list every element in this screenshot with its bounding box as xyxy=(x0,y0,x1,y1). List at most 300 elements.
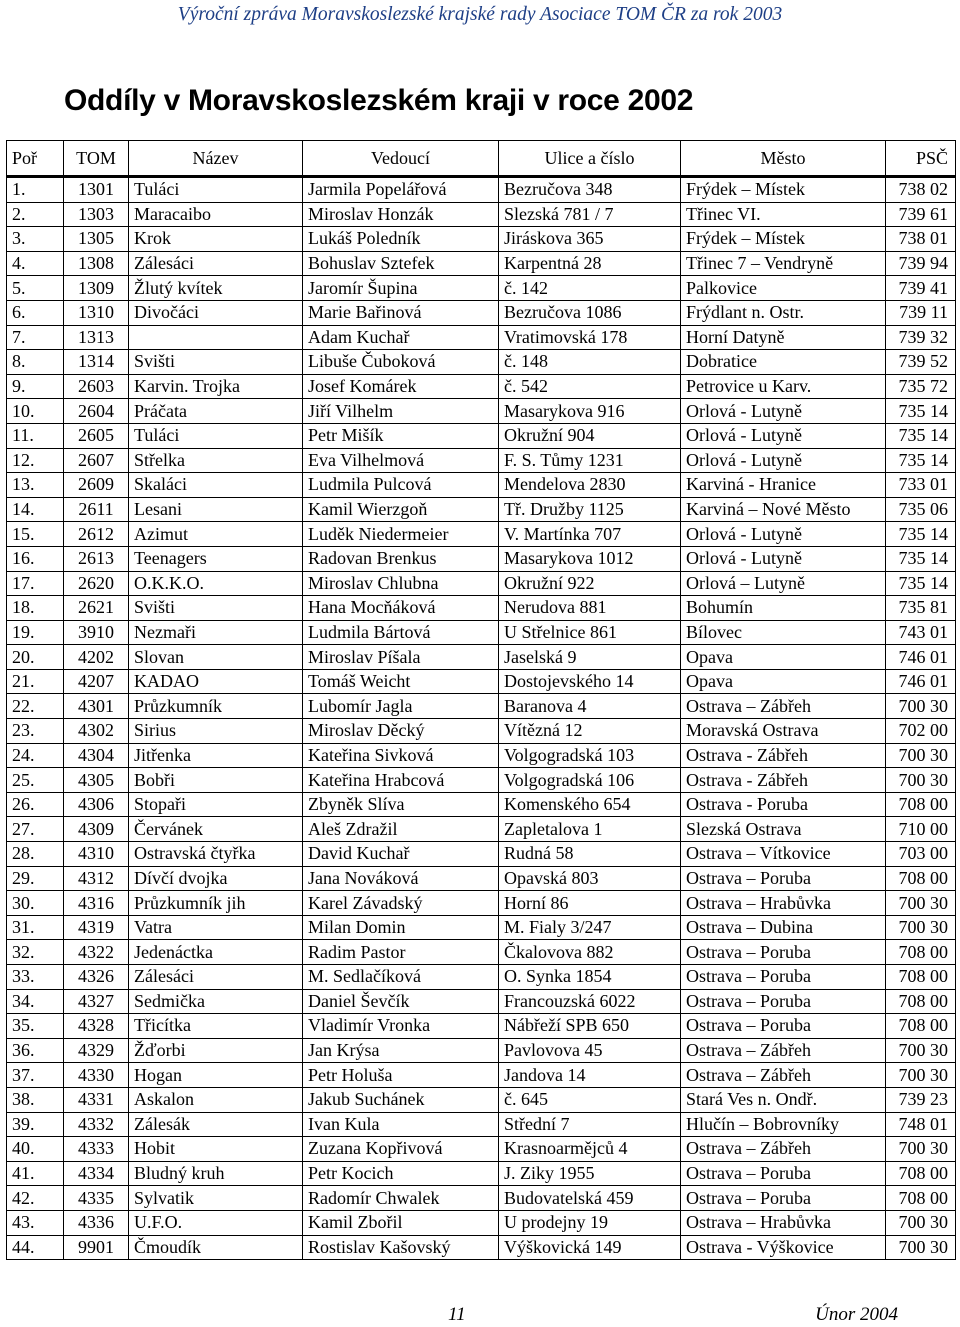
row-number-cell: 6. xyxy=(7,300,64,325)
postal-code-cell: 743 01 xyxy=(886,620,956,645)
row-number-cell: 36. xyxy=(7,1038,64,1063)
row-number-cell: 4. xyxy=(7,251,64,276)
table-row xyxy=(7,374,956,399)
tom-number-cell: 4327 xyxy=(64,989,129,1014)
row-number-cell: 8. xyxy=(7,350,64,375)
leader-name-cell: Kateřina Sivková xyxy=(303,743,499,768)
table-row xyxy=(7,497,956,522)
table-row xyxy=(7,1161,956,1186)
city-cell: Ostrava – Poruba xyxy=(681,989,886,1014)
table-row xyxy=(7,768,956,793)
row-number-cell: 42. xyxy=(7,1186,64,1211)
column-header-psc: PSČ xyxy=(886,141,956,177)
unit-name-cell: Třicítka xyxy=(129,1014,303,1039)
city-cell: Orlová - Lutyně xyxy=(681,546,886,571)
postal-code-cell: 735 14 xyxy=(886,448,956,473)
row-number-cell: 33. xyxy=(7,965,64,990)
city-cell: Opava xyxy=(681,669,886,694)
row-number-cell: 10. xyxy=(7,399,64,424)
leader-name-cell: David Kuchař xyxy=(303,842,499,867)
street-address-cell: č. 142 xyxy=(499,276,681,301)
tom-number-cell: 4326 xyxy=(64,965,129,990)
street-address-cell: Vratimovská 178 xyxy=(499,325,681,350)
tom-number-cell: 2605 xyxy=(64,423,129,448)
table-row xyxy=(7,423,956,448)
row-number-cell: 16. xyxy=(7,546,64,571)
unit-name-cell: Sirius xyxy=(129,719,303,744)
city-cell: Ostrava – Zábřeh xyxy=(681,1063,886,1088)
tom-number-cell: 4333 xyxy=(64,1137,129,1162)
table-row xyxy=(7,817,956,842)
postal-code-cell: 708 00 xyxy=(886,940,956,965)
street-address-cell: Horní 86 xyxy=(499,891,681,916)
postal-code-cell: 708 00 xyxy=(886,989,956,1014)
postal-code-cell: 739 23 xyxy=(886,1087,956,1112)
row-number-cell: 43. xyxy=(7,1210,64,1235)
city-cell: Hlučín – Bobrovníky xyxy=(681,1112,886,1137)
row-number-cell: 15. xyxy=(7,522,64,547)
report-header: Výroční zpráva Moravskoslezské krajské rady Asociace TOM ČR za rok 2003 xyxy=(177,4,783,25)
table-row xyxy=(7,743,956,768)
tom-number-cell: 1301 xyxy=(64,177,129,203)
table-row xyxy=(7,350,956,375)
street-address-cell: Nerudova 881 xyxy=(499,596,681,621)
tom-number-cell: 4306 xyxy=(64,792,129,817)
leader-name-cell: Kamil Wierzgoň xyxy=(303,497,499,522)
leader-name-cell: Jan Krýsa xyxy=(303,1038,499,1063)
postal-code-cell: 739 32 xyxy=(886,325,956,350)
table-row xyxy=(7,202,956,227)
street-address-cell: Dostojevského 14 xyxy=(499,669,681,694)
unit-name-cell: Lesani xyxy=(129,497,303,522)
row-number-cell: 22. xyxy=(7,694,64,719)
leader-name-cell: Kamil Zbořil xyxy=(303,1210,499,1235)
tom-number-cell: 2621 xyxy=(64,596,129,621)
postal-code-cell: 735 81 xyxy=(886,596,956,621)
tom-number-cell: 4329 xyxy=(64,1038,129,1063)
postal-code-cell: 746 01 xyxy=(886,645,956,670)
unit-name-cell: Sedmička xyxy=(129,989,303,1014)
postal-code-cell: 708 00 xyxy=(886,1014,956,1039)
column-header-mesto: Město xyxy=(681,141,886,177)
table-row xyxy=(7,1038,956,1063)
street-address-cell: Bezručova 1086 xyxy=(499,300,681,325)
street-address-cell: Jandova 14 xyxy=(499,1063,681,1088)
page-footer xyxy=(0,1304,960,1326)
tom-number-cell: 2604 xyxy=(64,399,129,424)
leader-name-cell: Jakub Suchánek xyxy=(303,1087,499,1112)
postal-code-cell: 708 00 xyxy=(886,1186,956,1211)
postal-code-cell: 739 41 xyxy=(886,276,956,301)
row-number-cell: 21. xyxy=(7,669,64,694)
unit-name-cell: Tuláci xyxy=(129,177,303,203)
tom-number-cell: 4312 xyxy=(64,866,129,891)
unit-name-cell: Nezmaři xyxy=(129,620,303,645)
street-address-cell: Zapletalova 1 xyxy=(499,817,681,842)
city-cell: Bohumín xyxy=(681,596,886,621)
street-address-cell: Jaselská 9 xyxy=(499,645,681,670)
row-number-cell: 29. xyxy=(7,866,64,891)
leader-name-cell: Radim Pastor xyxy=(303,940,499,965)
unit-name-cell: Maracaibo xyxy=(129,202,303,227)
unit-name-cell: Jedenáctka xyxy=(129,940,303,965)
table-row xyxy=(7,546,956,571)
tom-number-cell: 1313 xyxy=(64,325,129,350)
unit-name-cell: Zálesák xyxy=(129,1112,303,1137)
tom-number-cell: 2611 xyxy=(64,497,129,522)
tom-number-cell: 4332 xyxy=(64,1112,129,1137)
tom-number-cell: 1310 xyxy=(64,300,129,325)
unit-name-cell: Žlutý kvítek xyxy=(129,276,303,301)
unit-name-cell: Stopaři xyxy=(129,792,303,817)
unit-name-cell: Žďorbi xyxy=(129,1038,303,1063)
street-address-cell: Budovatelská 459 xyxy=(499,1186,681,1211)
tom-number-cell: 4331 xyxy=(64,1087,129,1112)
row-number-cell: 13. xyxy=(7,473,64,498)
postal-code-cell: 735 14 xyxy=(886,546,956,571)
tom-number-cell: 1314 xyxy=(64,350,129,375)
unit-name-cell: KADAO xyxy=(129,669,303,694)
city-cell: Ostrava - Poruba xyxy=(681,792,886,817)
units-table xyxy=(6,140,956,1260)
table-row xyxy=(7,891,956,916)
table-row xyxy=(7,940,956,965)
row-number-cell: 37. xyxy=(7,1063,64,1088)
postal-code-cell: 700 30 xyxy=(886,1210,956,1235)
table-body xyxy=(7,177,956,1260)
city-cell: Slezská Ostrava xyxy=(681,817,886,842)
table-row xyxy=(7,1210,956,1235)
row-number-cell: 3. xyxy=(7,227,64,252)
table-row xyxy=(7,1112,956,1137)
city-cell: Karviná - Hranice xyxy=(681,473,886,498)
postal-code-cell: 708 00 xyxy=(886,965,956,990)
row-number-cell: 27. xyxy=(7,817,64,842)
column-header-tom: TOM xyxy=(64,141,129,177)
street-address-cell: Karpentná 28 xyxy=(499,251,681,276)
city-cell: Ostrava - Zábřeh xyxy=(681,743,886,768)
city-cell: Palkovice xyxy=(681,276,886,301)
tom-number-cell: 3910 xyxy=(64,620,129,645)
table-row xyxy=(7,473,956,498)
page-title: Oddíly v Moravskoslezském kraji v roce 2002 xyxy=(64,84,694,117)
row-number-cell: 31. xyxy=(7,915,64,940)
street-address-cell: J. Ziky 1955 xyxy=(499,1161,681,1186)
tom-number-cell: 1303 xyxy=(64,202,129,227)
unit-name-cell: Ostravská čtyřka xyxy=(129,842,303,867)
street-address-cell: Krasnoarmějců 4 xyxy=(499,1137,681,1162)
row-number-cell: 41. xyxy=(7,1161,64,1186)
postal-code-cell: 738 01 xyxy=(886,227,956,252)
postal-code-cell: 708 00 xyxy=(886,1161,956,1186)
unit-name-cell: Zálesáci xyxy=(129,251,303,276)
postal-code-cell: 700 30 xyxy=(886,768,956,793)
postal-code-cell: 748 01 xyxy=(886,1112,956,1137)
row-number-cell: 9. xyxy=(7,374,64,399)
leader-name-cell: Ivan Kula xyxy=(303,1112,499,1137)
table-row xyxy=(7,1235,956,1260)
row-number-cell: 1. xyxy=(7,177,64,203)
tom-number-cell: 1305 xyxy=(64,227,129,252)
row-number-cell: 5. xyxy=(7,276,64,301)
row-number-cell: 20. xyxy=(7,645,64,670)
table-row xyxy=(7,1137,956,1162)
tom-number-cell: 2613 xyxy=(64,546,129,571)
unit-name-cell: Střelka xyxy=(129,448,303,473)
postal-code-cell: 703 00 xyxy=(886,842,956,867)
street-address-cell: Bezručova 348 xyxy=(499,177,681,203)
leader-name-cell: Milan Domin xyxy=(303,915,499,940)
tom-number-cell: 1308 xyxy=(64,251,129,276)
street-address-cell: Volgogradská 106 xyxy=(499,768,681,793)
leader-name-cell: Miroslav Píšala xyxy=(303,645,499,670)
row-number-cell: 39. xyxy=(7,1112,64,1137)
postal-code-cell: 739 52 xyxy=(886,350,956,375)
postal-code-cell: 746 01 xyxy=(886,669,956,694)
leader-name-cell: Eva Vilhelmová xyxy=(303,448,499,473)
row-number-cell: 12. xyxy=(7,448,64,473)
street-address-cell: Okružní 904 xyxy=(499,423,681,448)
leader-name-cell: Petr Mišík xyxy=(303,423,499,448)
street-address-cell: Tř. Družby 1125 xyxy=(499,497,681,522)
leader-name-cell: Josef Komárek xyxy=(303,374,499,399)
city-cell: Dobratice xyxy=(681,350,886,375)
city-cell: Frýdek – Místek xyxy=(681,227,886,252)
unit-name-cell: O.K.K.O. xyxy=(129,571,303,596)
city-cell: Frýdek – Místek xyxy=(681,177,886,203)
street-address-cell: M. Fialy 3/247 xyxy=(499,915,681,940)
unit-name-cell: Krok xyxy=(129,227,303,252)
unit-name-cell: Čmoudík xyxy=(129,1235,303,1260)
table-row xyxy=(7,596,956,621)
row-number-cell: 23. xyxy=(7,719,64,744)
city-cell: Ostrava – Zábřeh xyxy=(681,1137,886,1162)
city-cell: Ostrava - Zábřeh xyxy=(681,768,886,793)
city-cell: Ostrava – Poruba xyxy=(681,965,886,990)
city-cell: Karviná – Nové Město xyxy=(681,497,886,522)
city-cell: Třinec VI. xyxy=(681,202,886,227)
table-row xyxy=(7,1087,956,1112)
postal-code-cell: 739 94 xyxy=(886,251,956,276)
street-address-cell: Okružní 922 xyxy=(499,571,681,596)
postal-code-cell: 702 00 xyxy=(886,719,956,744)
city-cell: Orlová - Lutyně xyxy=(681,423,886,448)
leader-name-cell: Adam Kuchař xyxy=(303,325,499,350)
city-cell: Opava xyxy=(681,645,886,670)
table-row xyxy=(7,915,956,940)
unit-name-cell: Práčata xyxy=(129,399,303,424)
leader-name-cell: Libuše Čuboková xyxy=(303,350,499,375)
tom-number-cell: 2620 xyxy=(64,571,129,596)
street-address-cell: Čkalovova 882 xyxy=(499,940,681,965)
postal-code-cell: 738 02 xyxy=(886,177,956,203)
row-number-cell: 28. xyxy=(7,842,64,867)
street-address-cell: Střední 7 xyxy=(499,1112,681,1137)
postal-code-cell: 735 72 xyxy=(886,374,956,399)
city-cell: Frýdlant n. Ostr. xyxy=(681,300,886,325)
table-row xyxy=(7,177,956,203)
leader-name-cell: Ludmila Bártová xyxy=(303,620,499,645)
city-cell: Ostrava – Dubina xyxy=(681,915,886,940)
unit-name-cell: Karvin. Trojka xyxy=(129,374,303,399)
unit-name-cell: Bludný kruh xyxy=(129,1161,303,1186)
postal-code-cell: 700 30 xyxy=(886,1235,956,1260)
table-row xyxy=(7,571,956,596)
tom-number-cell: 4319 xyxy=(64,915,129,940)
unit-name-cell: Hobit xyxy=(129,1137,303,1162)
unit-name-cell xyxy=(129,325,303,350)
postal-code-cell: 708 00 xyxy=(886,866,956,891)
city-cell: Ostrava – Poruba xyxy=(681,1161,886,1186)
city-cell: Ostrava – Poruba xyxy=(681,1186,886,1211)
table-row xyxy=(7,669,956,694)
row-number-cell: 34. xyxy=(7,989,64,1014)
street-address-cell: Opavská 803 xyxy=(499,866,681,891)
postal-code-cell: 733 01 xyxy=(886,473,956,498)
row-number-cell: 44. xyxy=(7,1235,64,1260)
table-row xyxy=(7,1186,956,1211)
tom-number-cell: 4304 xyxy=(64,743,129,768)
leader-name-cell: Ludmila Pulcová xyxy=(303,473,499,498)
table-row xyxy=(7,1014,956,1039)
street-address-cell: V. Martínka 707 xyxy=(499,522,681,547)
leader-name-cell: Jarmila Popelářová xyxy=(303,177,499,203)
unit-name-cell: Teenagers xyxy=(129,546,303,571)
postal-code-cell: 700 30 xyxy=(886,915,956,940)
tom-number-cell: 4322 xyxy=(64,940,129,965)
city-cell: Ostrava – Poruba xyxy=(681,866,886,891)
leader-name-cell: Miroslav Děcký xyxy=(303,719,499,744)
table-row xyxy=(7,522,956,547)
street-address-cell: Rudná 58 xyxy=(499,842,681,867)
tom-number-cell: 4328 xyxy=(64,1014,129,1039)
postal-code-cell: 739 11 xyxy=(886,300,956,325)
table-row xyxy=(7,276,956,301)
tom-number-cell: 2607 xyxy=(64,448,129,473)
city-cell: Orlová - Lutyně xyxy=(681,448,886,473)
leader-name-cell: Jaromír Šupina xyxy=(303,276,499,301)
row-number-cell: 11. xyxy=(7,423,64,448)
city-cell: Ostrava – Hrabůvka xyxy=(681,891,886,916)
leader-name-cell: Lukáš Poledník xyxy=(303,227,499,252)
row-number-cell: 14. xyxy=(7,497,64,522)
postal-code-cell: 735 14 xyxy=(886,423,956,448)
row-number-cell: 35. xyxy=(7,1014,64,1039)
table-row xyxy=(7,694,956,719)
table-row xyxy=(7,448,956,473)
tom-number-cell: 4334 xyxy=(64,1161,129,1186)
tom-number-cell: 2603 xyxy=(64,374,129,399)
table-row xyxy=(7,1063,956,1088)
tom-number-cell: 4316 xyxy=(64,891,129,916)
street-address-cell: Nábřeží SPB 650 xyxy=(499,1014,681,1039)
row-number-cell: 24. xyxy=(7,743,64,768)
unit-name-cell: Svišti xyxy=(129,350,303,375)
leader-name-cell: Lubomír Jagla xyxy=(303,694,499,719)
street-address-cell: č. 148 xyxy=(499,350,681,375)
street-address-cell: Pavlovova 45 xyxy=(499,1038,681,1063)
street-address-cell: Volgogradská 103 xyxy=(499,743,681,768)
unit-name-cell: Průzkumník jih xyxy=(129,891,303,916)
postal-code-cell: 735 14 xyxy=(886,522,956,547)
street-address-cell: Jiráskova 365 xyxy=(499,227,681,252)
leader-name-cell: Bohuslav Sztefek xyxy=(303,251,499,276)
leader-name-cell: Marie Bařinová xyxy=(303,300,499,325)
street-address-cell: č. 542 xyxy=(499,374,681,399)
street-address-cell: Masarykova 1012 xyxy=(499,546,681,571)
table-row xyxy=(7,620,956,645)
postal-code-cell: 700 30 xyxy=(886,1038,956,1063)
row-number-cell: 26. xyxy=(7,792,64,817)
tom-number-cell: 2609 xyxy=(64,473,129,498)
street-address-cell: Slezská 781 / 7 xyxy=(499,202,681,227)
unit-name-cell: Červánek xyxy=(129,817,303,842)
city-cell: Ostrava – Zábřeh xyxy=(681,1038,886,1063)
street-address-cell: O. Synka 1854 xyxy=(499,965,681,990)
city-cell: Ostrava – Vítkovice xyxy=(681,842,886,867)
postal-code-cell: 735 14 xyxy=(886,399,956,424)
city-cell: Ostrava - Výškovice xyxy=(681,1235,886,1260)
leader-name-cell: Zuzana Kopřivová xyxy=(303,1137,499,1162)
leader-name-cell: M. Sedlačíková xyxy=(303,965,499,990)
tom-number-cell: 4335 xyxy=(64,1186,129,1211)
postal-code-cell: 700 30 xyxy=(886,1063,956,1088)
city-cell: Orlová – Lutyně xyxy=(681,571,886,596)
leader-name-cell: Hana Mocňáková xyxy=(303,596,499,621)
street-address-cell: U Střelnice 861 xyxy=(499,620,681,645)
city-cell: Bílovec xyxy=(681,620,886,645)
postal-code-cell: 700 30 xyxy=(886,1137,956,1162)
table-row xyxy=(7,866,956,891)
leader-name-cell: Daniel Ševčík xyxy=(303,989,499,1014)
table-header-row xyxy=(7,141,956,177)
street-address-cell: č. 645 xyxy=(499,1087,681,1112)
street-address-cell: Baranova 4 xyxy=(499,694,681,719)
tom-number-cell: 4336 xyxy=(64,1210,129,1235)
leader-name-cell: Jana Nováková xyxy=(303,866,499,891)
table-row xyxy=(7,300,956,325)
row-number-cell: 2. xyxy=(7,202,64,227)
leader-name-cell: Karel Závadský xyxy=(303,891,499,916)
table-row xyxy=(7,645,956,670)
city-cell: Horní Datyně xyxy=(681,325,886,350)
unit-name-cell: Divočáci xyxy=(129,300,303,325)
city-cell: Třinec 7 – Vendryně xyxy=(681,251,886,276)
table-row xyxy=(7,965,956,990)
table-row xyxy=(7,719,956,744)
unit-name-cell: U.F.O. xyxy=(129,1210,303,1235)
postal-code-cell: 735 06 xyxy=(886,497,956,522)
street-address-cell: F. S. Tůmy 1231 xyxy=(499,448,681,473)
leader-name-cell: Aleš Zdražil xyxy=(303,817,499,842)
postal-code-cell: 700 30 xyxy=(886,891,956,916)
tom-number-cell: 9901 xyxy=(64,1235,129,1260)
unit-name-cell: Průzkumník xyxy=(129,694,303,719)
unit-name-cell: Sylvatik xyxy=(129,1186,303,1211)
city-cell: Moravská Ostrava xyxy=(681,719,886,744)
city-cell: Ostrava – Hrabůvka xyxy=(681,1210,886,1235)
table-row xyxy=(7,325,956,350)
tom-number-cell: 4301 xyxy=(64,694,129,719)
leader-name-cell: Miroslav Chlubna xyxy=(303,571,499,596)
unit-name-cell: Tuláci xyxy=(129,423,303,448)
table-row xyxy=(7,989,956,1014)
tom-number-cell: 4202 xyxy=(64,645,129,670)
row-number-cell: 18. xyxy=(7,596,64,621)
street-address-cell: Komenského 654 xyxy=(499,792,681,817)
leader-name-cell: Miroslav Honzák xyxy=(303,202,499,227)
unit-name-cell: Svišti xyxy=(129,596,303,621)
